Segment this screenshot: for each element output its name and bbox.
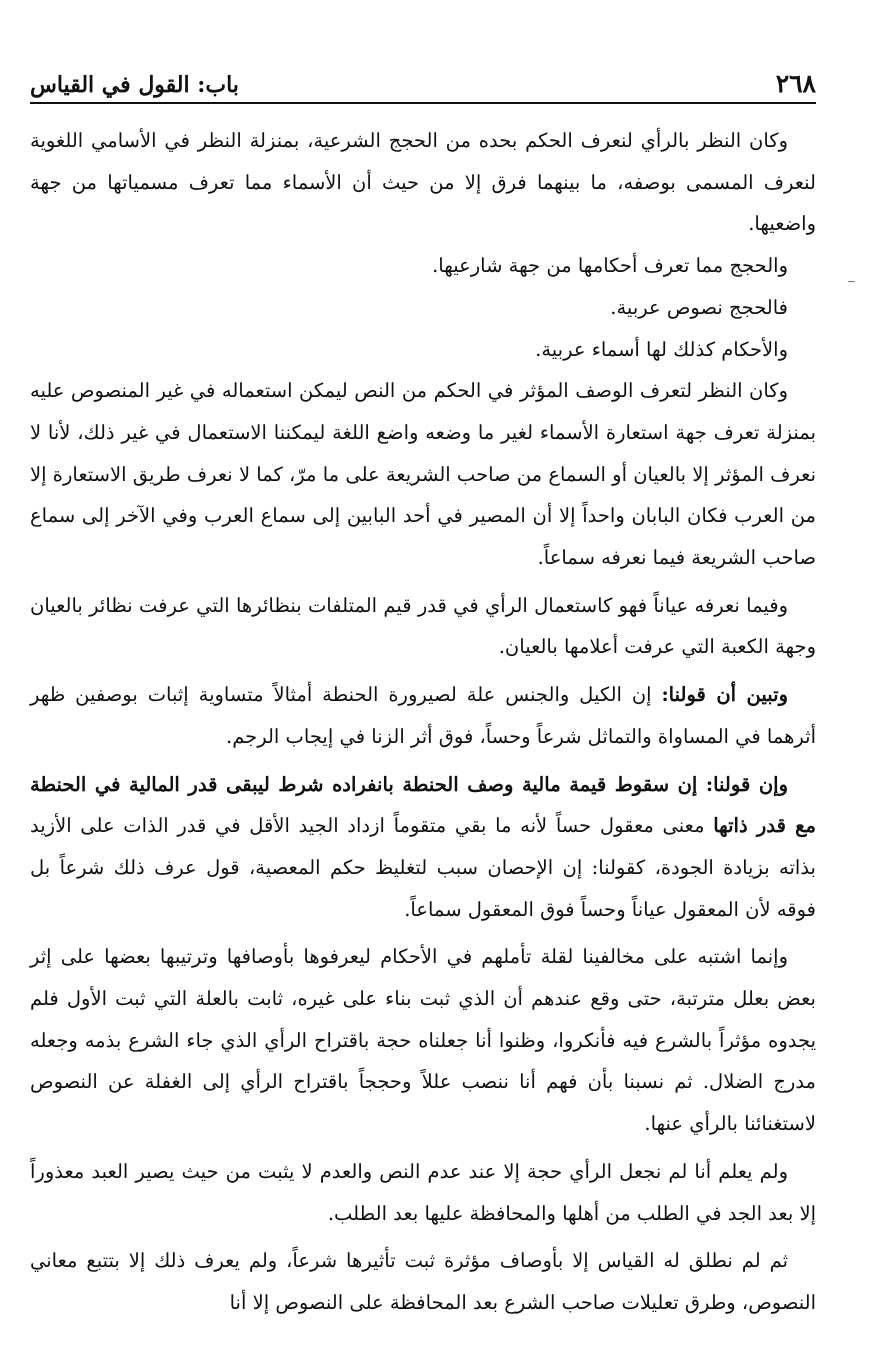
page-header [30, 60, 816, 98]
paragraph: وفيما نعرفه عياناً فهو كاستعمال الرأي في قدر قيم المتلفات بنظائرها التي عرفت نظائر بالعيان وجهة الكعبة التي عرفت أعلامها بالعيان. [30, 593, 816, 659]
paragraph: وإنما اشتبه على مخالفينا لقلة تأملهم في الأحكام ليعرفوها بأوصافها وترتيبها بعضها على إثر بعض بعلل مترتبة، حتى وقع عندهم أن الذي ثبت بناء على غيره، ثابت بالعلة التي ثبت الأول فلم يجدوه مؤثراً بالشرع فيه فأنكروا، وظنوا أنا جعلناه حجة باقتراح الرأي الذي جاء الشرع بذمه وجعله مدرج الضلال. ثم نسبنا بأن فهم أنا ننصب عللاً وحججاً باقتراح الرأي إلى الغفلة عن النصوص لاستغنائنا بالرأي عنها. [30, 945, 816, 1136]
paragraph: ولم يعلم أنا لم نجعل الرأي حجة إلا عند عدم النص والعدم لا يثبت من حيث يصير العبد معذوراً إلا بعد الجد في الطلب من أهلها والمحافظة عليها بعد الطلب. [30, 1159, 816, 1225]
paragraph-lead: وتبين أن قولنا: [661, 683, 788, 707]
paragraph-body: إن الكيل والجنس علة لصيرورة الحنطة أمثالاً متساوية إثبات بوصفين ظهر أثرهما في المساواة والتماثل شرعاً وحساً، فوق أثر الزنا في إيجاب الرجم. [30, 683, 816, 748]
paragraph: والحجج مما تعرف أحكامها من جهة شارعيها. [432, 254, 788, 278]
paragraph: ثم لم نطلق له القياس إلا بأوصاف مؤثرة ثبت تأثيرها شرعاً، ولم يعرف ذلك إلا بتتبع معاني النصوص، وطرق تعليلات صاحب الشرع بعد المحافظة على النصوص إلا أنا [30, 1249, 816, 1314]
paragraph: فالحجج نصوص عربية. [610, 295, 788, 319]
chapter-title: باب: القول في القياس [30, 72, 239, 98]
paragraph [30, 674, 816, 757]
paragraph [30, 764, 816, 931]
paragraph: والأحكام كذلك لها أسماء عربية. [535, 337, 788, 361]
paragraph-lead: وإن قولنا: إن سقوط قيمة مالية وصف الحنطة بانفراده شرط ليبقى قدر المالية في الحنطة مع قدر ذاتها [30, 772, 816, 838]
paragraph: وكان النظر لتعرف الوصف المؤثر في الحكم من النص ليمكن استعماله في غير المنصوص عليه بمنزلة تعرف جهة استعارة الأسماء لغير ما وضعه واضع اللغة ليمكننا الاستعمال في غير ذلك، لأنا لا نعرف المؤثر إلا بالعيان أو السماع من صاحب الشريعة على ما مرّ، كما لا نعرف طريق الاستعارة إلا من العرب فكان البابان واحداً إلا أن المصير في أحد البابين إلى سماع العرب وفي الآخر إلى سماع صاحب الشريعة فيما نعرفه سماعاً. [30, 379, 816, 570]
page-number: ٢٦٨ [775, 69, 816, 98]
header-divider [30, 102, 816, 104]
margin-mark [848, 281, 855, 282]
paragraph: وكان النظر بالرأي لنعرف الحكم بحده من الحجج الشرعية، بمنزلة النظر في الأسامي اللغوية لنعرف المسمى بوصفه، ما بينهما فرق إلا من حيث أن الأسماء مما تعرف مسمياتها من جهة واضعيها. [30, 129, 816, 236]
body-text [30, 120, 816, 1324]
paragraph-body: معنى معقول حساً لأنه ما بقي متقوماً ازداد الجيد الأقل في قدر الذات على الأزيد بذاته بزيادة الجودة، كقولنا: إن الإحصان سبب لتغليظ حكم المعصية، قول عرف ذلك شرعاً بل فوقه لأن المعقول عياناً وحساً فوق المعقول سماعاً. [30, 814, 816, 921]
